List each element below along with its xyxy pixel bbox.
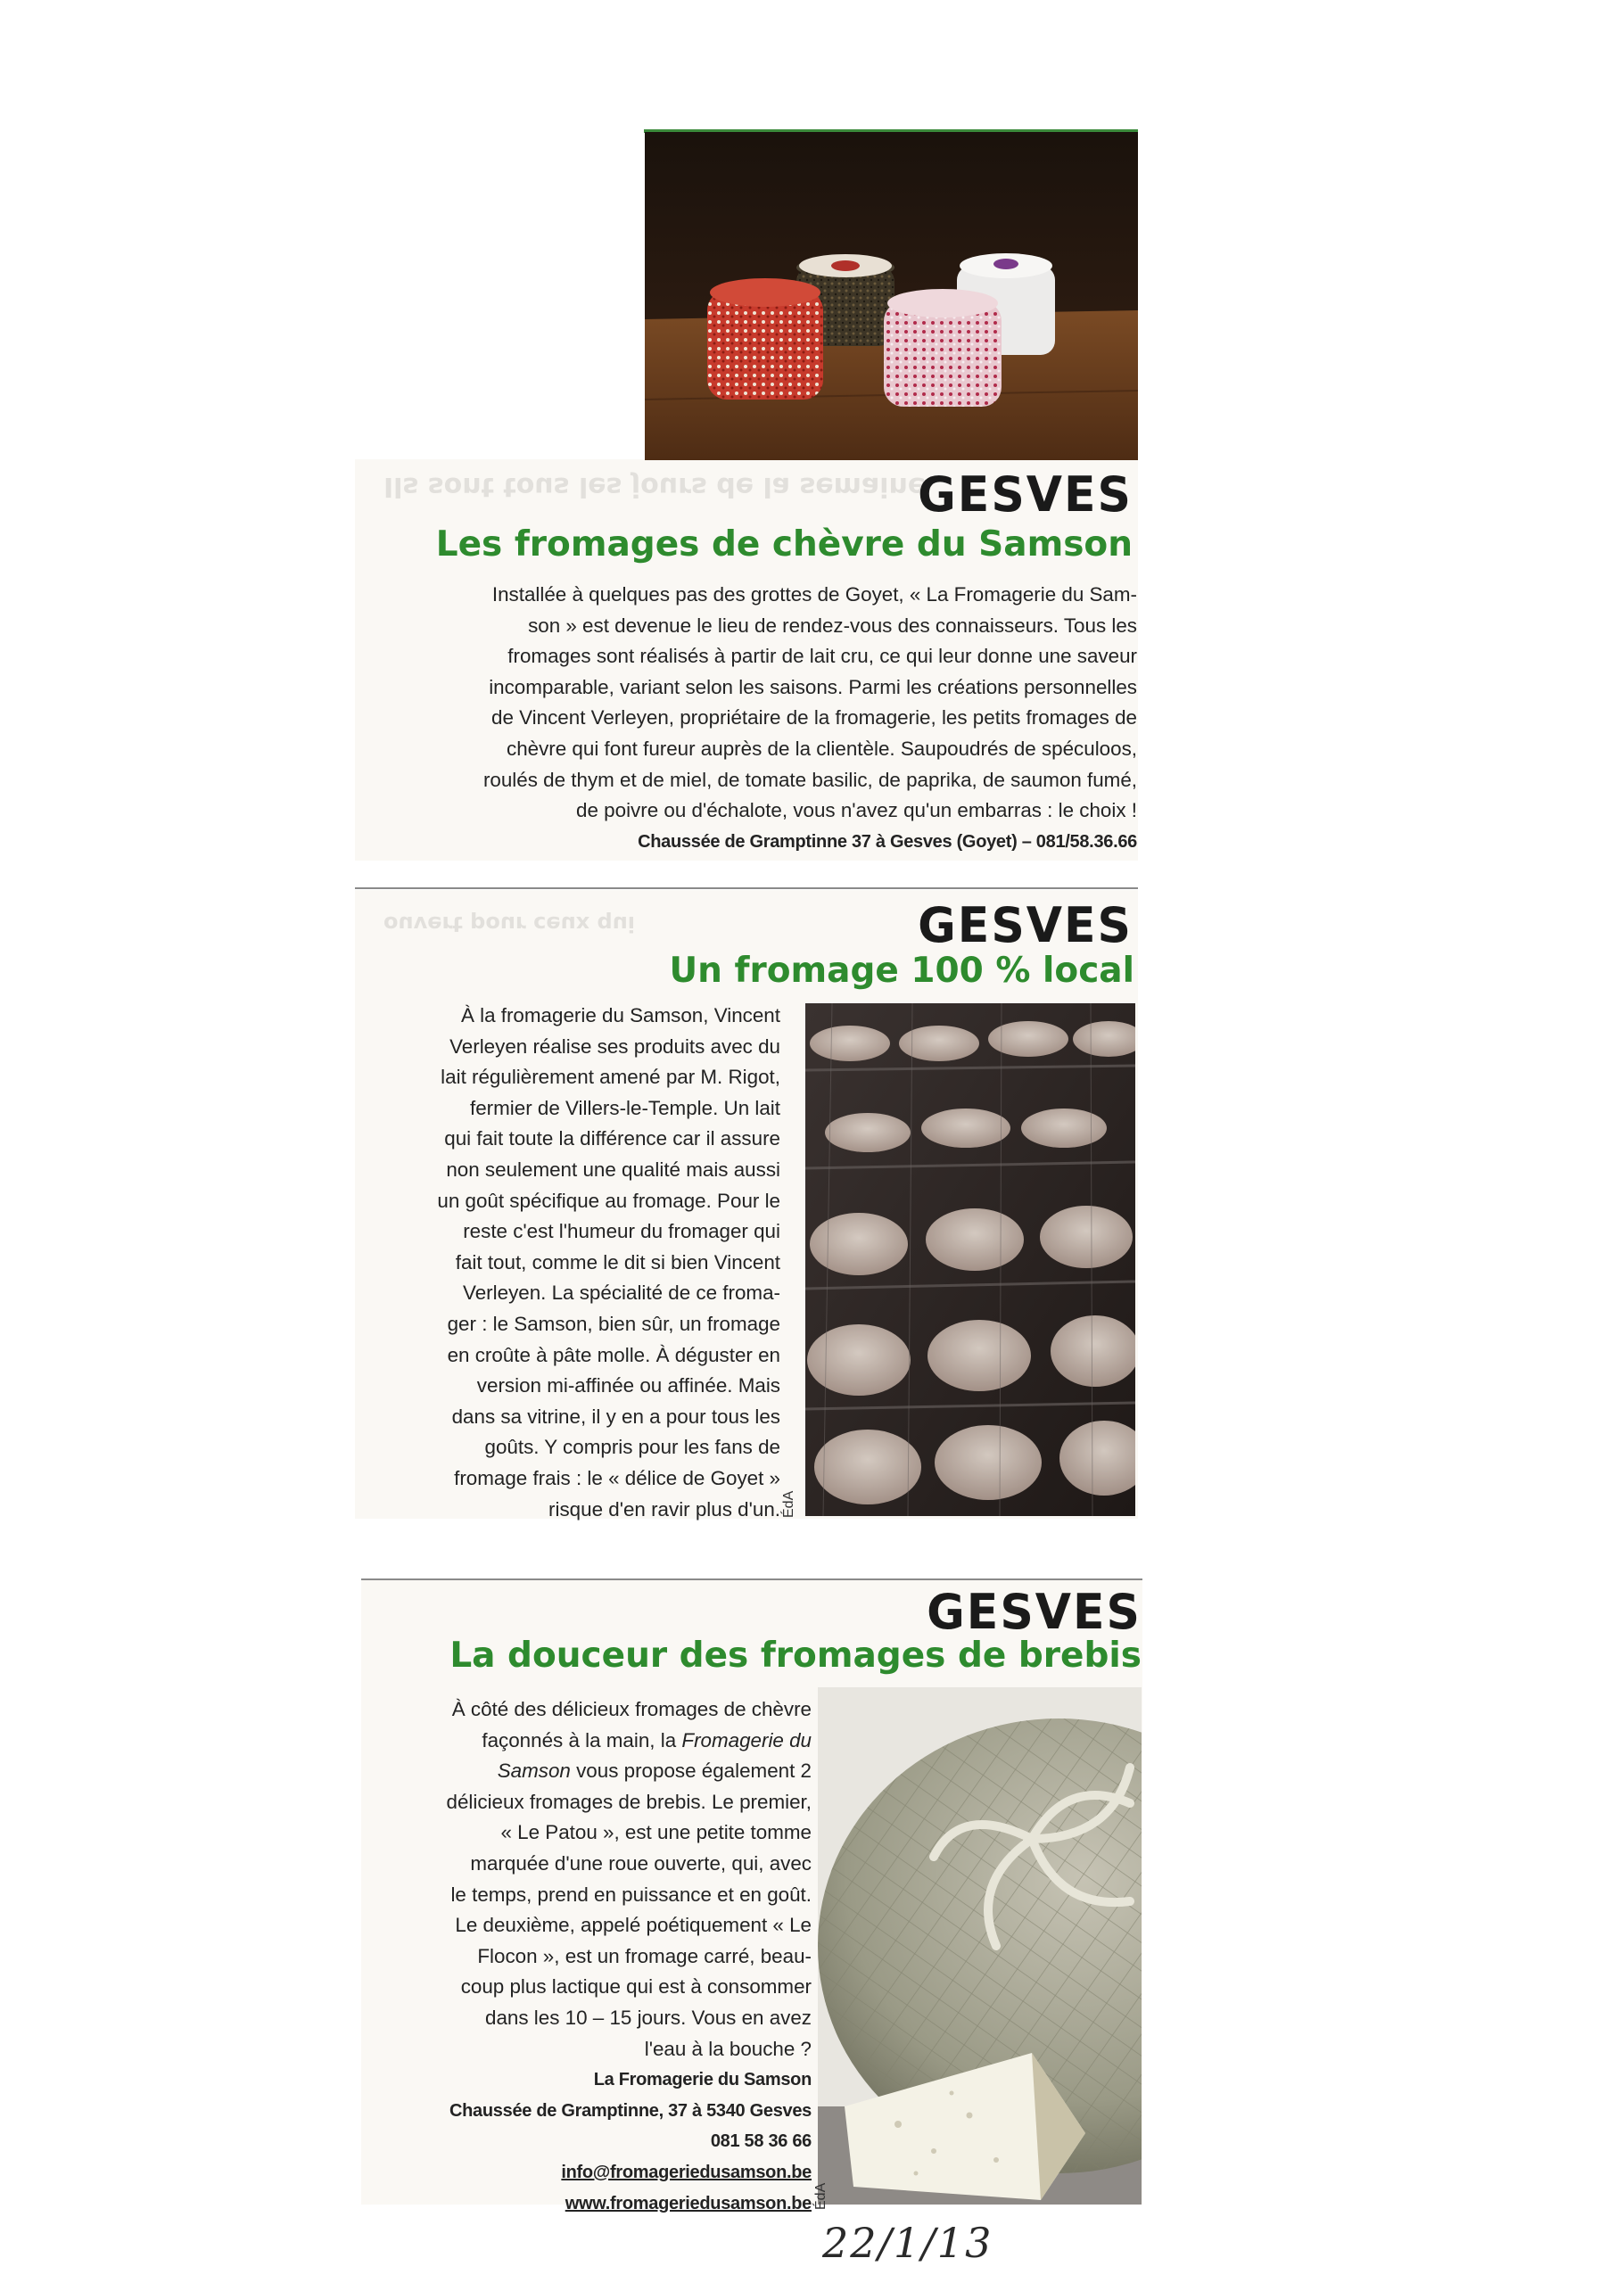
article-3-contact-phone: 081 58 36 66: [710, 2131, 812, 2152]
article-1-line: fromages sont réalisés à partir de lait cru, ce qui leur donne une saveur: [507, 645, 1137, 668]
article-2-line: version mi-affinée ou affinée. Mais: [476, 1374, 780, 1397]
article-3-text: vous propose également 2: [570, 1760, 812, 1783]
article-2-place: GESVES: [918, 897, 1133, 954]
article-1-line: Installée à quelques pas des grottes de Goyet, « La Fromagerie du Sam-: [491, 583, 1137, 606]
article-3-place: GESVES: [927, 1584, 1142, 1641]
article-3-line: À côté des délicieux fromages de chèvre: [451, 1698, 812, 1720]
article-3-text: façonnés à la main, la: [482, 1728, 682, 1751]
sheep-cheese-photo: [818, 1687, 1142, 2205]
bleed-through-text: ouvert pour ceux qui: [383, 911, 636, 936]
article-3-emphasis: Fromagerie du: [681, 1728, 812, 1751]
article-3-contact-email[interactable]: info@fromageriedusamson.be: [561, 2162, 812, 2182]
article-1-place: GESVES: [918, 466, 1133, 523]
article-1-line: son » est devenue le lieu de rendez-vous des connaisseurs. Tous les: [528, 614, 1137, 637]
article-3-emphasis: Samson: [497, 1760, 571, 1783]
article-3-body: [366, 1694, 812, 2219]
article-2-line: un goût spécifique au fromage. Pour le: [437, 1189, 780, 1212]
article-2-line: lait régulièrement amené par M. Rigot,: [441, 1066, 780, 1089]
article-3-line: marquée d'une roue ouverte, qui, avec: [470, 1851, 812, 1875]
article-1-body: [366, 580, 1137, 857]
article-2-headline: Un fromage 100 % local: [669, 951, 1134, 991]
article-3-line: Le deuxième, appelé poétiquement « Le: [455, 1914, 812, 1937]
article-2-line: non seulement une qualité mais aussi: [446, 1158, 780, 1181]
article-3-line: Flocon », est un fromage carré, beau-: [477, 1944, 812, 1967]
article-2-line: en croûte à pâte molle. À déguster en: [447, 1343, 780, 1366]
article-3-contact-website[interactable]: www.fromageriedusamson.be: [565, 2193, 812, 2213]
article-3-line: [366, 1726, 812, 1757]
article-3-line: « Le Patou », est une petite tomme: [500, 1821, 812, 1844]
article-3-headline: La douceur des fromages de brebis: [449, 1636, 1142, 1676]
article-1-line: de poivre ou d'échalote, vous n'avez qu'un embarras : le choix !: [576, 799, 1137, 822]
article-2-photo-credit: ÉdA: [781, 1490, 796, 1518]
goat-cheese-photo: [645, 132, 1138, 460]
article-2-line: dans sa vitrine, il y en a pour tous les: [451, 1405, 780, 1428]
article-3-line: délicieux fromages de brebis. Le premier,: [446, 1790, 812, 1813]
article-1-line: incomparable, variant selon les saisons. Parmi les créations personnelles: [489, 675, 1137, 698]
article-3-line: l'eau à la bouche ?: [644, 2037, 812, 2060]
article-2-line: fermier de Villers-le-Temple. Un lait: [470, 1096, 780, 1119]
article-2-top-rule: [355, 887, 1138, 889]
handwritten-date: 22/1/13: [822, 2219, 993, 2267]
bleed-through-text: Ils sont tous les jours de la semaine: [383, 471, 927, 502]
article-3-line: [366, 1756, 812, 1787]
article-2-line: Verleyen réalise ses produits avec du: [449, 1034, 780, 1058]
article-1-line: de Vincent Verleyen, propriétaire de la fromagerie, les petits fromages de: [491, 706, 1137, 729]
article-2-line: reste c'est l'humeur du fromager qui: [463, 1220, 780, 1243]
article-1-contact: Chaussée de Gramptinne 37 à Gesves (Goyet) – 081/58.36.66: [638, 831, 1137, 852]
article-2-line: risque d'en ravir plus d'un.: [548, 1497, 780, 1521]
article-2-line: fromage frais : le « délice de Goyet »: [454, 1466, 780, 1489]
cheese-racks-photo: [805, 1003, 1135, 1516]
article-3-line: le temps, prend en puissance et en goût.: [450, 1883, 812, 1906]
article-3-line: coup plus lactique qui est à consommer: [460, 1975, 812, 1999]
article-1-line: chèvre qui font fureur auprès de la clientèle. Saupoudrés de spéculoos,: [507, 737, 1137, 760]
article-2-line: qui fait toute la différence car il assure: [444, 1127, 780, 1150]
article-3-contact-address: Chaussée de Gramptinne, 37 à 5340 Gesves: [449, 2100, 812, 2121]
article-1-line: roulés de thym et de miel, de tomate basilic, de paprika, de saumon fumé,: [482, 768, 1137, 791]
article-2-line: goûts. Y compris pour les fans de: [484, 1436, 780, 1459]
article-1-headline: Les fromages de chèvre du Samson: [435, 524, 1133, 565]
article-3-photo-credit: ÉdA: [813, 2182, 828, 2210]
article-2-line: Verleyen. La spécialité de ce froma-: [463, 1282, 780, 1305]
article-2-line: fait tout, comme le dit si bien Vincent: [455, 1250, 780, 1273]
article-2-line: À la fromagerie du Samson, Vincent: [460, 1004, 780, 1026]
article-3-contact-name: La Fromagerie du Samson: [593, 2070, 812, 2090]
article-3-line: dans les 10 – 15 jours. Vous en avez: [485, 2006, 812, 2029]
article-2-body: [357, 1001, 780, 1525]
article-2-line: ger : le Samson, bien sûr, un fromage: [447, 1312, 780, 1335]
